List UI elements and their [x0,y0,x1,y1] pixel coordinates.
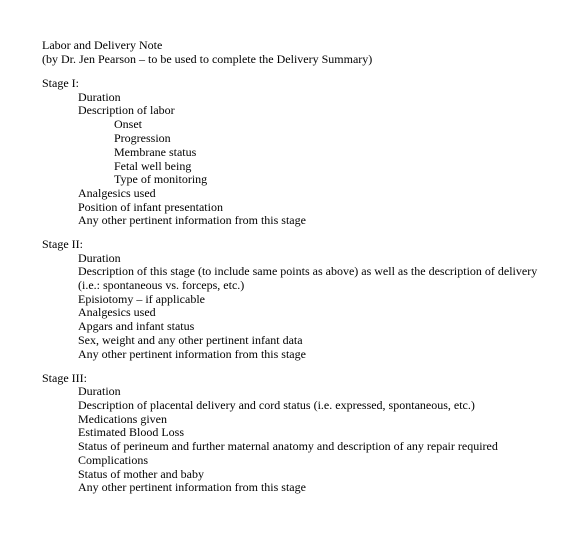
stage1-item: Any other pertinent information from this stage [78,213,306,227]
stage3-heading: Stage III: [42,371,87,385]
stage3-item: Complications [78,453,148,467]
stage1-sub-item: Progression [114,131,171,145]
stage2-item: Sex, weight and any other pertinent infant data [78,333,303,347]
stage3-item: Estimated Blood Loss [78,425,184,439]
stage1-description: Description of labor [78,103,175,117]
stage1-item: Analgesics used [78,186,156,200]
stage2-item: Duration [78,251,121,265]
document-subtitle: (by Dr. Jen Pearson – to be used to complete the Delivery Summary) [42,52,373,66]
stage3-item: Description of placental delivery and cord status (i.e. expressed, spontaneous, etc.) [78,398,475,412]
stage2-item: Any other pertinent information from this stage [78,347,306,361]
stage1-sub-item: Type of monitoring [114,172,208,186]
stage1-sub-item: Onset [114,117,142,131]
stage2-item: Apgars and infant status [78,319,195,333]
stage1-sub-item: Fetal well being [114,159,192,173]
stage2-heading: Stage II: [42,237,83,251]
stage3-item: Status of mother and baby [78,467,204,481]
stage3-item: Any other pertinent information from this stage [78,480,306,494]
stage1-heading: Stage I: [42,76,79,90]
stage3-item: Duration [78,384,121,398]
stage2-item: Description of this stage (to include same points as above) as well as the description of delivery [78,264,538,278]
stage1-sub-item: Membrane status [114,145,197,159]
document-title: Labor and Delivery Note [42,38,163,52]
stage3-item: Medications given [78,412,167,426]
stage1-duration: Duration [78,90,121,104]
stage3-item: Status of perineum and further maternal anatomy and description of any repair required [78,439,498,453]
stage2-item: Analgesics used [78,305,156,319]
stage2-item: Episiotomy – if applicable [78,292,205,306]
stage1-item: Position of infant presentation [78,200,223,214]
stage2-item: (i.e.: spontaneous vs. forceps, etc.) [78,278,245,292]
